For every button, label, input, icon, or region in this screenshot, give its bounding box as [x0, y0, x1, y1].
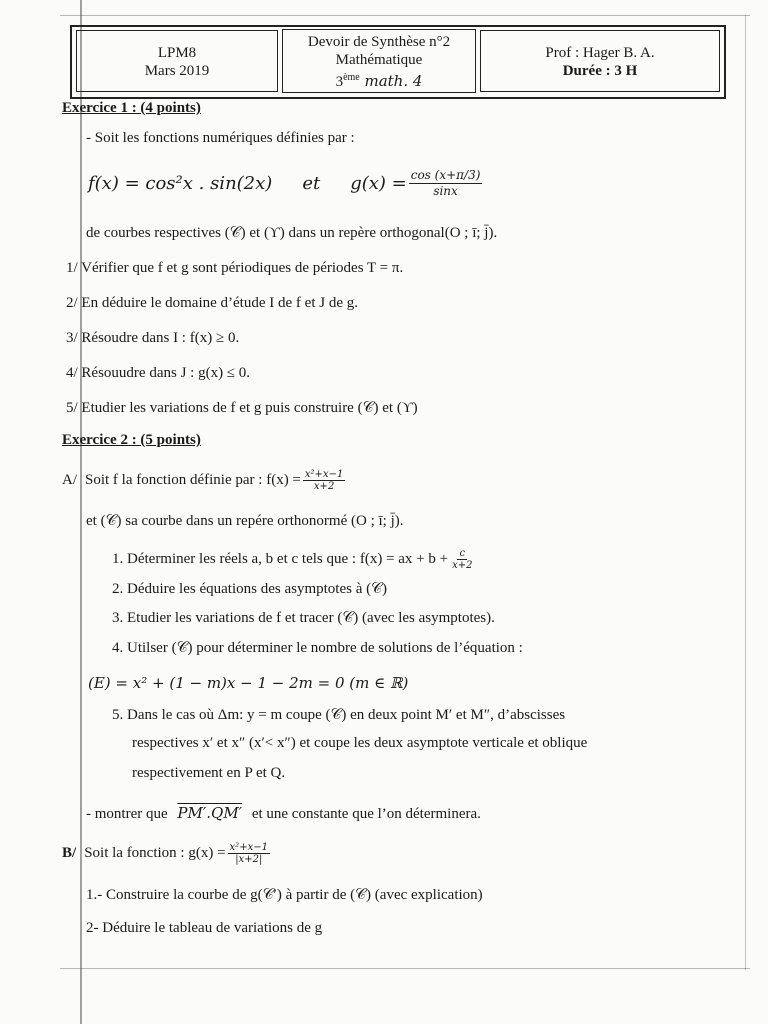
g2-numerator: x²+x−1 — [229, 841, 268, 853]
ex1-question-3: 3/ Résoudre dans I : f(x) ≥ 0. — [66, 330, 240, 346]
ex2-part-b-intro — [62, 836, 272, 870]
ex2-question-4: 4. Utilser (𝒞) pour déterminer le nombre de solutions de l’équation : — [112, 640, 523, 656]
g2-fraction — [228, 842, 270, 865]
f-numerator: x²+x−1 — [304, 468, 344, 480]
g-fraction — [409, 168, 483, 199]
g-definition-lhs: g(x) = — [350, 172, 407, 194]
header-title-cell — [282, 29, 476, 93]
header-school-cell — [76, 30, 278, 92]
ex1-question-2: 2/ En déduire le domaine d’étude I de f et J de g. — [66, 295, 358, 311]
exam-class: 3ème math. 4 — [335, 72, 423, 90]
exam-date: Mars 2019 — [144, 63, 210, 79]
f-fraction — [303, 469, 345, 492]
ex1-question-4: 4/ Résouudre dans J : g(x) ≤ 0. — [66, 365, 251, 381]
ex1-intro: - Soit les fonctions numériques définies par : — [86, 130, 355, 146]
ex2-part-a-intro — [62, 462, 347, 498]
exam-title: Devoir de Synthèse n°2 — [307, 34, 451, 50]
ex1-question-1: 1/ Vérifier que f et g sont périodiques de périodes T = π. — [66, 260, 404, 276]
ex2-question-5-line-2: respectives x′ et x″ (x′< x″) et coupe les deux asymptote verticale et oblique — [132, 735, 588, 751]
ex1-question-5: 5/ Etudier les variations de f et g puis construire (𝒞) et (ϒ) — [66, 400, 418, 416]
part-a-text: Soit f la fonction définie par : f(x) = — [85, 471, 301, 488]
show-suffix: et une constante que l’on déterminera. — [251, 806, 481, 822]
part-b-label: B/ — [62, 844, 77, 861]
teacher-name: Prof : Hager B. A. — [545, 45, 655, 61]
exam-header — [70, 25, 726, 99]
ex2-question-5-line-3: respectivement en P et Q. — [132, 765, 286, 781]
f-definition: f(x) = cos²x . sin(2x) — [88, 172, 273, 194]
ex2-question-2: 2. Déduire les équations des asymptotes à (𝒞) — [112, 581, 388, 597]
et-word: et — [302, 172, 321, 194]
g-numerator: cos (x+π/3) — [410, 167, 481, 182]
ex2-question-3: 3. Etudier les variations de f et tracer (𝒞) (avec les asymptotes). — [112, 610, 495, 626]
header-teacher-cell — [480, 30, 720, 92]
ex2-part-b-question-2: 2- Déduire le tableau de variations de g — [86, 920, 323, 936]
f-denominator: x+2 — [313, 480, 335, 492]
ex2-question-1 — [112, 542, 476, 576]
ex1-function-definitions — [88, 162, 484, 204]
q1-text: 1. Déterminer les réels a, b et c tels que : f(x) = ax + b + — [112, 550, 449, 567]
show-prefix: - montrer que — [86, 806, 168, 822]
part-b-text: Soit la fonction : g(x) = — [84, 844, 226, 861]
part-a-label: A/ — [62, 471, 77, 488]
top-border-line — [60, 15, 750, 16]
ex1-curves-line: de courbes respectives (𝒞) et (ϒ) dans un repère orthogonal(O ; ī; j̄). — [86, 225, 498, 241]
exam-subject: Mathématique — [335, 52, 423, 68]
right-border-line — [745, 15, 746, 970]
g2-denominator: |x+2| — [235, 853, 263, 865]
left-margin-line — [80, 0, 82, 1024]
ex2-part-b-question-1: 1.- Construire la courbe de g(𝒞′) à partir de (𝒞) (avec explication) — [86, 887, 483, 903]
exercise-2-title: Exercice 2 : (5 points) — [62, 432, 201, 448]
c-fraction — [450, 548, 474, 571]
school-name: LPM8 — [157, 45, 197, 61]
c-denominator: x+2 — [452, 559, 473, 571]
c-numerator: c — [459, 547, 466, 559]
bottom-border-line — [60, 968, 750, 969]
exercise-1-title: Exercice 1 : (4 points) — [62, 100, 201, 116]
ex2-curve-line: et (𝒞) sa courbe dans un repére orthonormé (O ; ī; j̄). — [86, 513, 404, 529]
g-denominator: sinx — [433, 183, 458, 198]
exam-duration: Durée : 3 H — [562, 63, 638, 79]
ex2-show-line — [86, 804, 481, 823]
ex2-equation: (E) = x² + (1 − m)x − 1 − 2m = 0 (m ∈ ℝ) — [88, 674, 409, 692]
ex2-question-5-line-1: 5. Dans le cas où Δm: y = m coupe (𝒞) en deux point M′ et M″, d’abscisses — [112, 707, 566, 723]
vector-product: PM′.QM′ — [177, 804, 243, 822]
